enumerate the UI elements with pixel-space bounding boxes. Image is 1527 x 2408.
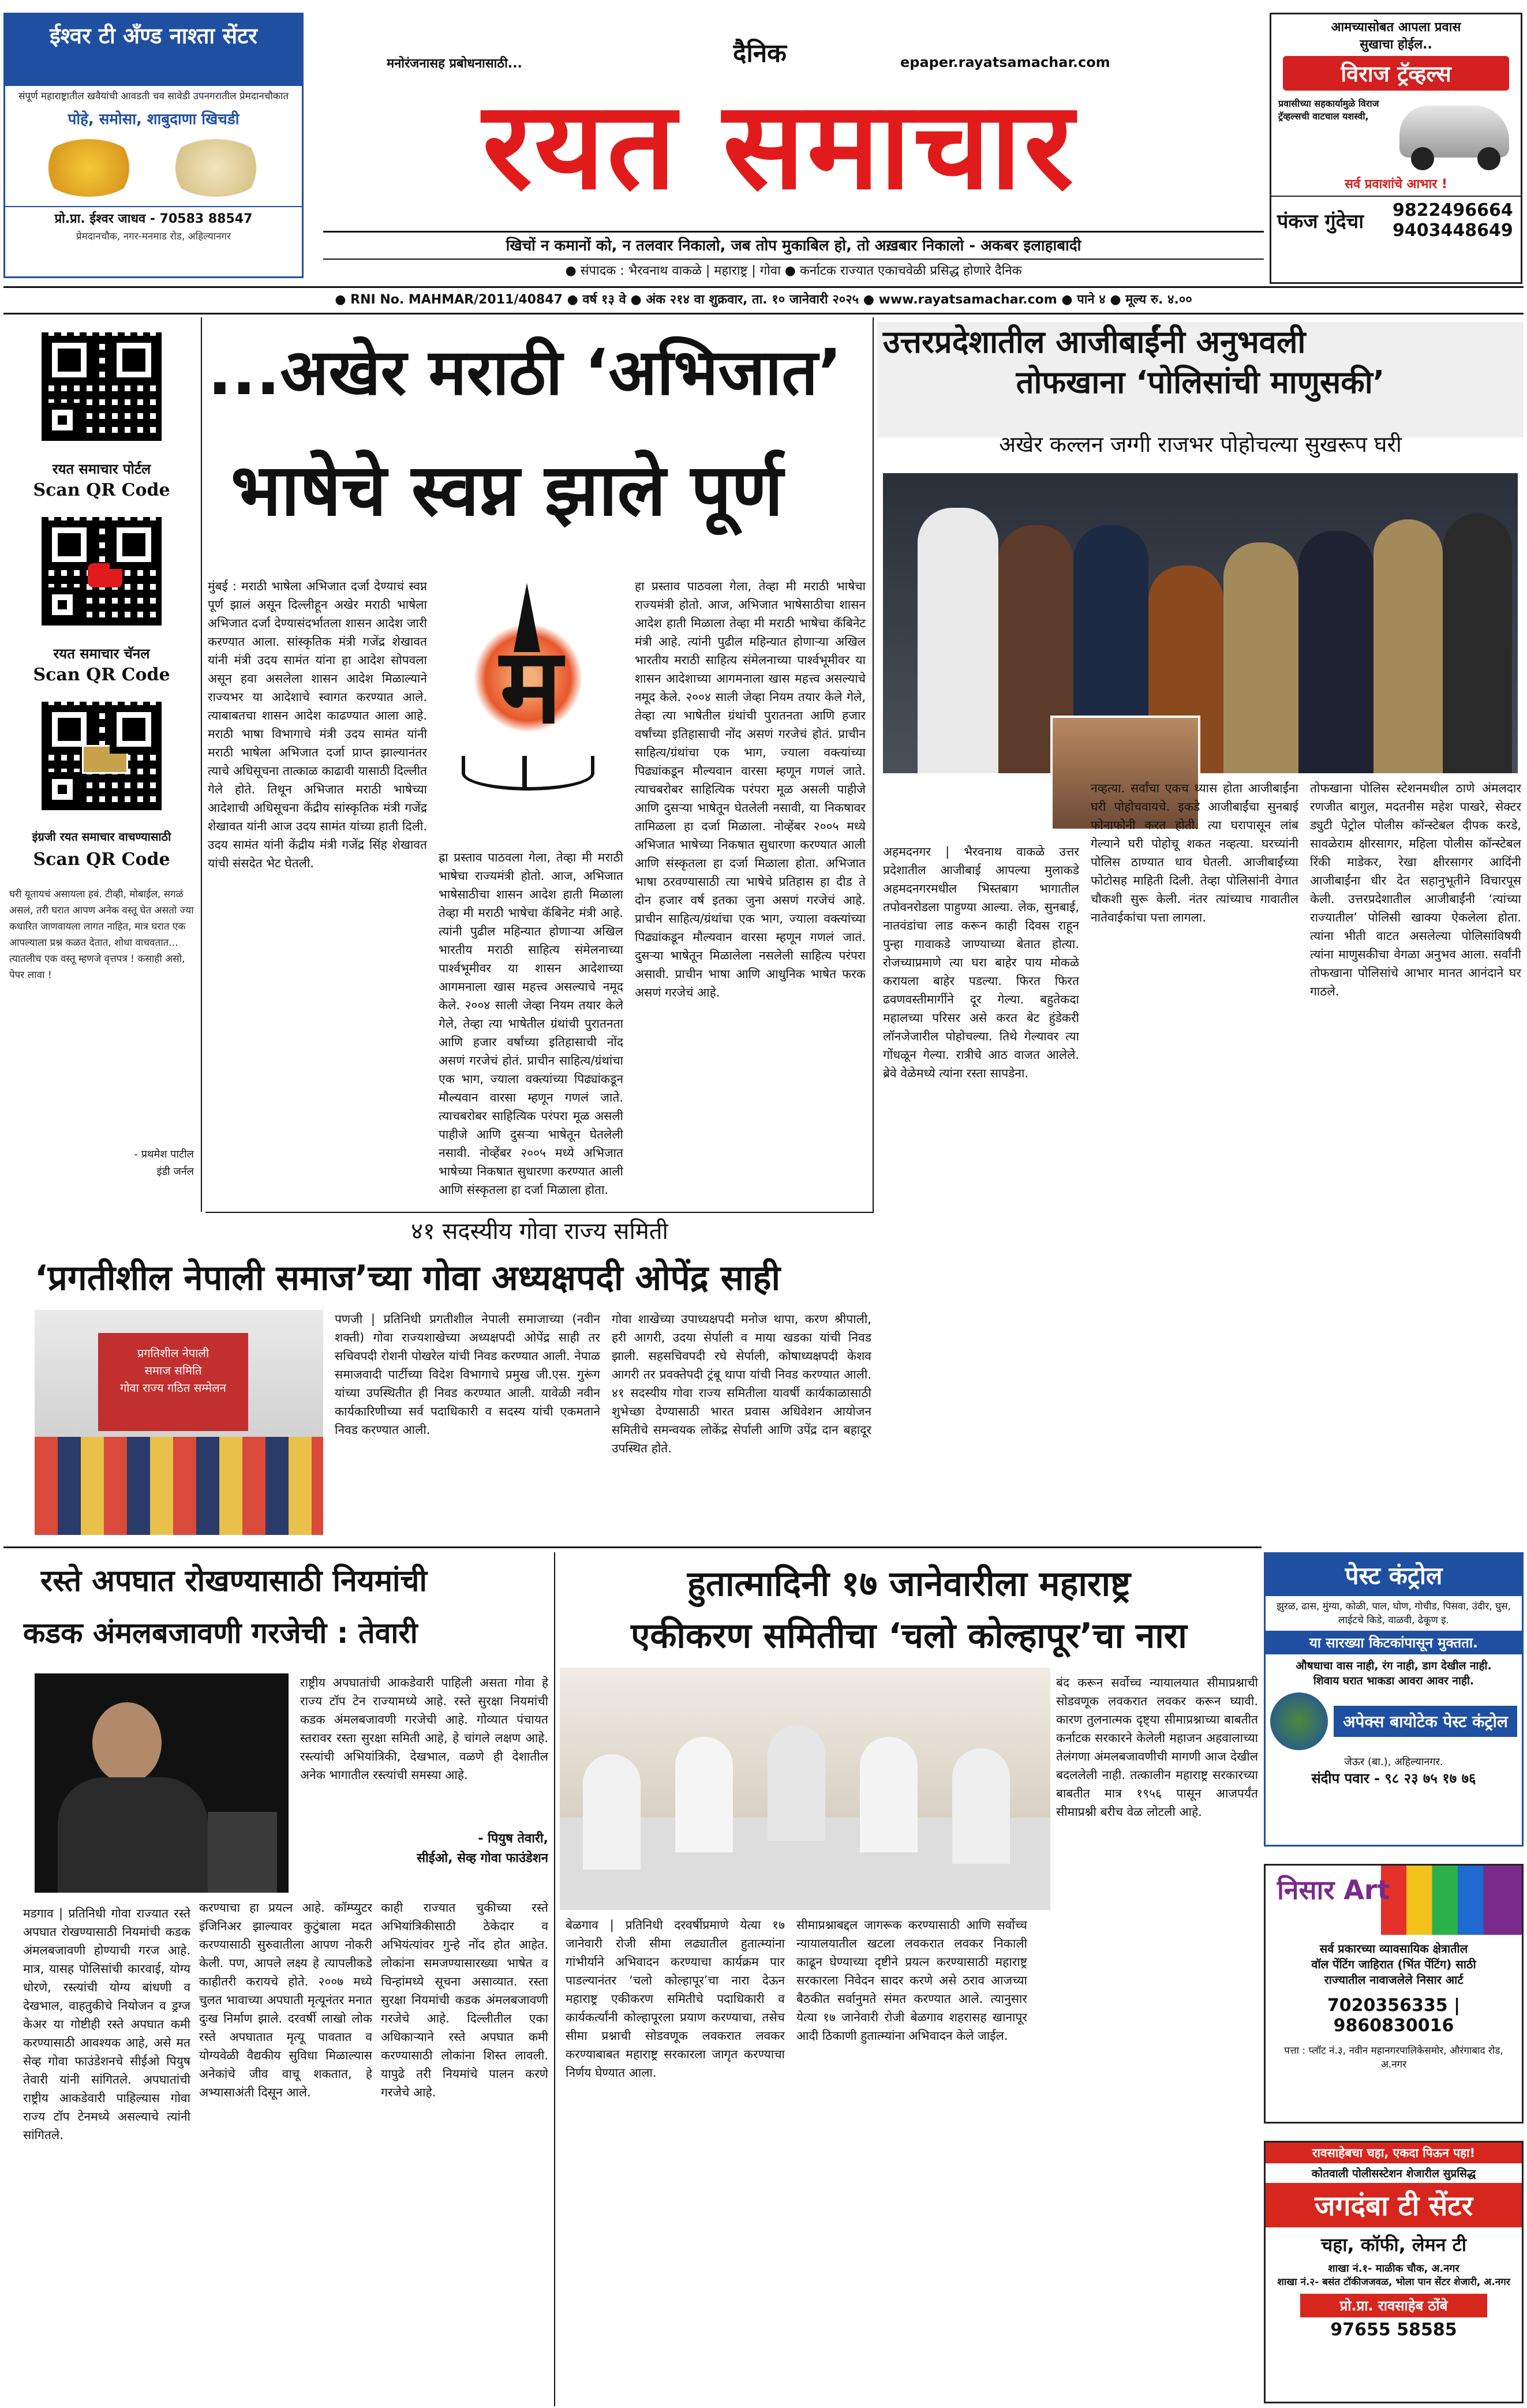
microphone-icon [208,1812,277,1893]
ad-viraj-name: पंकज गुंदेचा [1277,210,1364,233]
photo-banner [98,1333,248,1431]
masthead-issue-line: ● RNI No. MAHMAR/2011/40847 ● वर्ष १३ वे ● अंक २१४ वा शुक्रवार, ता. १० जानेवारी २०२५ ● www.rayatsamachar.com ● पाने ४ ● मूल्य रु. ४.०० [335,293,1192,307]
pest-brand: अपेक्स बायोटेक पेस्ट कंट्रोल [1334,1706,1517,1737]
car-image [1278,94,1514,175]
logo-letter: म [500,626,562,747]
road-headline-2: कडक अंमलबजावणी गरजेची : तेवारी [23,1616,418,1650]
ad-ishwar-items: पोहे, समोसा, शाबुदाणा खिचडी [68,111,239,128]
qr3-label: इंग्रजी रयत समाचार वाचण्यासाठी [32,830,171,844]
kolhapur-col-3: बंद करून सर्वोच्च न्यायालयात सीमाप्रश्नाची सोडवणूक लवकरात लवकर करून घ्यावी. कारण तुलनात्मक दृष्ट्या सीमाप्रश्नाच्या बाबतीत कर्नाटक सरकारने केलेली महाजन अहवालाच्या तेलंगणा अंमलबजावणीची मागणी आज देखील बदललेली नाही. तत्कालीन महाराष्ट्र सरकारच्या बाबतीत मात्र १९५६ पासून आजपर्यंत सीमाप्रश्नी बरीच वेळ लोटली आहे. [1056,1676,1258,1819]
ad-ishwar-title: ईश्वर टी अँण्ड नाश्ता सेंटर [5,14,302,86]
banner-line-3: गोवा राज्य गठित सम्मेलन [120,1381,226,1395]
ad-ishwar-contact: प्रो.प्रा. ईश्वर जाधव - 70583 88547 [5,206,302,229]
jagdamba-branch2: शाखा नं.२- बसंत टॉकीजजवळ, भोला पान सेंटर शेजारी, अ.नगर [1277,2276,1510,2288]
sidebar-poem-author: - प्रथमेश पाटील इंडी जर्नल [134,1148,194,1178]
goa-col-2: गोवा शाखेच्या उपाध्यक्षपदी मनोज थापा, करण श्रीपाली, हरी आगरी, उदया सेर्पाली व माया खडका यांची निवड झाली. सहसचिवपदी रघे सेर्पाली, कोषाध्यक्षपदी केशव आगरी तर प्रवक्तेपदी ट्रंबू थापा यांची निवड करण्यात आली. ४१ सदस्यीय गोवा राज्य समितीला यावर्षी कार्यकाळासाठी शुभेच्छा देण्यासाठी भारत प्रवास अधिवेशन आयोजन समितीचे समन्वयक लोकेंद्र सेर्पाली आणि उपेंद्र दान बहादूर उपस्थित होते. [612,1312,871,1455]
ad-viraj-note: सर्व प्रवाशांचे आभार ! [1271,175,1521,197]
lead-col-2: ह्रा प्रस्ताव पाठवला गेला, तेव्हा मी मराठी भाषेचा राज्यमंत्री होतो. आज, अभिजात भाषेसाठीचा शासन आदेश हाती मिळाला तेव्हा मी मराठी भाषेचा कॅबिनेट मंत्री आहे. त्यांनी पुढील महिन्यात होणाऱ्या अखिल भारतीय मराठी साहित्य संमेलनाच्या पार्श्वभूमीवर या शासन आदेशाच्या आगमनाला खास महत्त्व असल्याचे नमूद केले. २००४ साली जेव्हा नियम तयार केले गेले, तेव्हा त्या भाषेतील ग्रंथांची पुरातनता आणि हजार वर्षांच्या इतिहासाची नोंद असणं गरजेचं होतं. प्राचीन साहित्य/ग्रंथांचा एक भाग, ज्याला वक्त्यांच्या पिढ्यांकडून मौल्यवान वारसा म्हणून गणलं जाते. त्याचबरोबर साहित्यिक परंपरा मूळ असली पाहीजे आणि दुसऱ्या भाषेतून घेतलेली नसावी. नोव्हेंबर २००५ मध्ये अभिजात भाषेच्या निकषात सुधारणा करण्यात आली आणि संस्कृतला हा दर्जा मिळाला होता. [439,851,623,1197]
banner-line-1: प्रगतिशील नेपाली [137,1346,209,1360]
jagdamba-items: चहा, कॉफी, लेमन टी [1320,2234,1467,2256]
up-subhead: अखेर कल्लन जग्गी राजभर पोहोचल्या सुखरूप घरी [999,432,1402,457]
sidebar [3,317,200,1212]
masthead-quote: खिचों न कमानों को, न तलवार निकालो, जब तोप मुकाबिल हो, तो अख़बार निकालो - अकबर इलाहाबादी [506,237,1081,254]
pest-line1: औषधाचा वास नाही, रंग नाही, डाग देखील नाही. [1296,1660,1492,1672]
qr-code-channel[interactable] [38,514,165,629]
pest-tag: या सारख्या किटकांपासून मुक्तता. [1266,1631,1522,1654]
road-headline-1: रस्ते अपघात रोखण्यासाठी नियमांची [40,1564,427,1598]
masthead-title: रयत समाचार [482,75,1076,216]
qr2-label: रयत समाचार चॅनल [53,646,150,662]
ad-viraj-travels [1270,13,1522,284]
jagdamba-phone: 97655 58585 [1330,2320,1457,2340]
pest-place: जेऊर (बा.), अहिल्यानगर. [1344,1756,1443,1768]
jagdamba-top: रावसाहेबचा चहा, एकदा पिऊन पहा! [1266,2143,1522,2163]
masthead-dainik: दैनिक [733,39,787,68]
ad-nisar-art [1264,1864,1524,2124]
ad-viraj-desc: प्रवासीच्या सहकार्यामुळे विराज ट्रॅव्हल्सची वाटचाल यशस्वी, [1278,98,1379,122]
ad-viraj-line1: आमच्यासोबत आपला प्रवास [1331,20,1461,35]
nisar-brand: निसार Art [1266,1866,1522,1935]
up-headline-2: तोफखाना ‘पोलिसांची माणुसकी’ [1016,364,1385,400]
up-col-1: अहमदनगर | भैरवनाथ वाकळे उत्तर प्रदेशातील आजीबाई आपल्या मुलाकडे अहमदनगरमधील भिस्तबाग भागातील तपोवनरोडला पाहुण्या आल्या. लेक, सुनबाई, नातवंडांचा लाड करून काही दिवस राहून पुन्हा गावाकडे जाण्याच्या बेतात होत्या. रोजच्याप्रमाणे त्या घरा बाहेर पाय मोकळे करायला बाहेर पडल्या. फिरत फिरत ढवणवस्तीमार्गीने दूर गेल्या. बहुतेकदा महालच्या परिसर असे करत बेट हुंडेकरी लॉनजेजारील पोहोचल्या. तिथे गेल्यावर त्या गोंधळून गेल्या. रात्रीचे आठ वाजत आलेले. ब्रेवे वेळेमध्ये त्यांना रस्ता सापडेना. [883,845,1079,1080]
qr1-label: रयत समाचार पोर्टल [52,461,151,477]
nisar-line1: सर्व प्रकारच्या व्यावसायिक क्षेत्रातील [1319,1942,1468,1956]
goa-col-1: पणजी | प्रतिनिधी प्रगतीशील नेपाली समाजाच्या (नवीन शक्ती) गोवा राज्यशाखेच्या अध्यक्षपदी ओपेंद्र साही तर सचिवपदी रोशनी पोखरेल यांची निवड करण्यात आली. नेपाळ समाजवादी पार्टीच्या विदेश विभागाचे प्रमुख जी.एस. गुरूंग यांच्या उपस्थितीत ही निवड करण्यात आली. यावेळी नवीन कार्यकारिणीच्या सर्व पदाधिकारी व सदस्य यांची एकमताने निवड करण्यात आली. [335,1312,600,1437]
kolhapur-headline-2: एकीकरण समितीचा ‘चलो कोल्हापूर’चा नारा [631,1616,1187,1656]
nisar-phones: 7020356335 | 9860830016 [1327,1995,1461,2036]
police-group-photo [883,473,1518,773]
pest-contact: संदीप पवार - ९८ २३ ७५ १७ ७६ [1311,1770,1476,1787]
road-quote-by: - पियुष तेवारी, सीईओ, सेव्ह गोवा फाउंडेशन [417,1832,548,1866]
ad-viraj-phone2: 9403448649 [1393,220,1513,241]
qr-code-portal[interactable] [38,329,165,444]
jagdamba-branch1: शाखा नं.१- माळीक चौक, अ.नगर [1328,2263,1459,2275]
up-headline-1: उत्तरप्रदेशातील आजीबाईंनी अनुभवली [883,324,1306,360]
jagdamba-sub: कोतवाली पोलीसस्टेशन शेजारील सुप्रसिद्ध [1311,2167,1476,2180]
ad-ishwar-tea [3,13,304,278]
nisar-address: पत्ता : प्लॉट नं.३, नवीन महानगरपालिकेसमोर, औरंगाबाद रोड, अ.नगर [1284,2045,1503,2070]
masthead-epaper: epaper.rayatsamachar.com [900,54,1110,70]
nisar-line3: राज्यातील नावाजलेले निसार आर्ट [1324,1973,1464,1987]
bug-icon [1270,1692,1328,1750]
lead-headline-1: ...अखेर मराठी ‘अभिजात’ [208,335,842,409]
qr-code-english[interactable] [38,698,165,814]
speaker-photo [35,1673,289,1893]
kolhapur-headline-1: हुतात्मादिनी १७ जानेवारीला महाराष्ट्र [687,1564,1131,1604]
kolhapur-col-2: सीमाप्रश्नाबद्दल जागरूक करण्यासाठी आणि सर्वोच्च न्यायालयातील खटला लवकरात लवकर निकाली काढून घेण्याच्या दृष्टीने प्रयत्न करण्यासाठी महाराष्ट्र सरकारला निवेदन सादर करणे असे ठराव आजच्या बैठकीत सर्वानुमते संमत करण्यात आले. त्यानुसार येत्या १७ जानेवारी रोजी बेळगाव शहरासह खानापूर आदी ठिकाणी हुतात्म्यांना अभिवादन केले जाईल. [796,1918,1027,2043]
marathi-nib-logo [439,583,612,837]
lead-col-3: हा प्रस्ताव पाठवला गेला, तेव्हा मी मराठी भाषेचा राज्यमंत्री होतो. आज, अभिजात भाषेसाठीचा शासन आदेश हाती मिळाला तेव्हा मी मराठी भाषेचा कॅबिनेट मंत्री आहे. त्यांनी पुढील महिन्यात होणाऱ्या अखिल भारतीय मराठी साहित्य संमेलनाच्या पार्श्वभूमीवर या शासन आदेशाच्या आगमनाला खास महत्त्व असल्याचे नमूद केले. २००४ साली जेव्हा नियम तयार केले गेले, तेव्हा त्या भाषेतील ग्रंथांची पुरातनता आणि हजार वर्षांच्या इतिहासाची नोंद असणं गरजेचं होतं. प्राचीन साहित्य/ग्रंथांचा एक भाग, ज्याला वक्त्यांच्या पिढ्यांकडून मौल्यवान वारसा म्हणून गणलं जाते. त्याचबरोबर साहित्यिक परंपरा मूळ असली पाहीजे आणि दुसऱ्या भाषेतून घेतलेली नसावी, या निकषावर तामिळला हा दर्जा मिळाला. नोव्हेंबर २००५ मध्ये अभिजात भाषेच्या निकषात सुधारणा करण्यात आली आणि संस्कृतला हा दर्जा मिळाला होता. अभिजात भाषा ठरवण्यासाठी त्या भाषेचे प्रतिहास हा दीड ते दोन हजार वर्ष इतका जुना असणं गरजेचं आहे. प्राचीन साहित्य/ग्रंथांचा एक भाग, ज्याला वक्त्यांच्या पिढ्यांकडून मौल्यवान वारसा म्हणून गणलं जातं. दुसऱ्या भाषेतून मिळालेला नसलेली साहित्य परंपरा असावी. प्राचीन भाषा आणि आधुनिक भाषेत फरक असणं गरजेचं आहे. [635,579,866,999]
meeting-photo [560,1668,1050,1910]
ad-jagdamba-tea [1264,2141,1524,2403]
pest-desc: झुरळ, ढास, मुंग्या, कोळी, पाल, घोण, गोचीड, पिसवा, उंदीर, घुस, लाईटचे किडे, वाळवी, ढेकूण इ. [1276,1601,1511,1626]
kolhapur-col-1: बेळगाव | प्रतिनिधी दरवर्षीप्रमाणे येत्या १७ जानेवारी रोजी सीमा लढ्यातील हुतात्म्यांना गांभीर्याने अभिवादन करण्याचा कार्यक्रम पार पाडल्यानंतर ‘चलो कोल्हापूर’चा नारा देऊन महाराष्ट्र एकीकरण समितीचे पदाधिकारी व कार्यकर्त्यांनी कोल्हापूरला प्रयाण करण्याचा, तसेच सीमा प्रश्नाची सोडवणूक लवकरात लवकर करण्याबाबत महाराष्ट्र सरकारला जागृत करण्याचा निर्णय घेण्यात आला. [566,1918,785,2080]
pest-title: पेस्ट कंट्रोल [1266,1554,1522,1596]
road-lead-col: राष्ट्रीय अपघातांची आकडेवारी पाहिली असता गोवा हे राज्य टॉप टेन राज्यामध्ये आहे. रस्ते सुरक्षा नियमांची कडक अंमलबजावणी गरजेची आहे. गोव्यात पंचायत स्तरावर रस्ता सुरक्षा समिती आहे, हे चांगले लक्षण आहे. रस्त्यांची अभियांत्रिकी, देखभाल, वळणे ही देशातील अनेक भागातील रस्त्यांची समस्या आहे. [300,1676,548,1782]
youtube-icon [88,563,122,587]
road-col-3: काही राज्यात चुकीच्या रस्ते अभियांत्रिकीसाठी ठेकेदार व अभियंत्यांवर गुन्हे नोंद होत आहेत. लोकांना समजण्यासारख्या भाषेत व चिन्हांमध्ये सूचना असाव्यात. रस्ता सुरक्षा नियमांची कडक अंमलबजावणी गरजेचे आहे. दिल्लीतील एका अधिकाऱ्याने रस्ते अपघात कमी करण्यासाठी लोकांना शिस्त लावली. यापुढे तरी नियमांचे पालन करणे गरजेचे आहे. [381,1901,548,2099]
book-icon [462,756,594,791]
ad-viraj-brand: विराज ट्रॅव्हल्स [1283,56,1509,91]
goa-kicker: ४१ सदस्यीय गोवा राज्य समिती [411,1218,668,1245]
ad-pest-control [1264,1552,1524,1847]
goa-headline: ‘प्रगतीशील नेपाली समाज’च्या गोवा अध्यक्षपदी ओपेंद्र साही [35,1258,781,1298]
ad-ishwar-address: प्रेमदानचौक, नगर-मनमाड रोड, अहिल्यानगर [76,231,231,242]
pest-line2: शिवाय घरात भाकडा आवरा आवर नाही. [1313,1675,1474,1687]
ad-viraj-phone1: 9822496664 [1393,200,1513,220]
qr3-scan: Scan QR Code [33,849,170,870]
ad-ishwar-desc: संपूर्ण महाराष्ट्रातील खवैयांची आवडती चव सावेडी उपनगरातील प्रेमदानचौकात [18,91,289,102]
road-col-2: करण्याचा हा प्रयत्न आहे. कॉम्प्युटर इंजिनिअर झाल्यावर कुटुंबाला मदत करण्यासाठी सुरुवातीला आपण नोकरी केली. पण, आपले लक्ष्य हे त्यापलीकडे काहीतरी करायचे होते. २००७ मध्ये चुलत भावाच्या अपघाती मृत्यूनंतर मनात दुःख निर्माण झाले. दरवर्षी लाखो लोक रस्ते अपघातात मृत्यू पावतात व योग्यवेळी वैद्यकीय सुविधा मिळाल्यास अनेकांचे जीव वाचू शकतात, हे अभ्यासाअंती दिसून आले. [199,1901,372,2099]
qr1-scan: Scan QR Code [33,480,170,500]
up-headline-box [877,322,1524,437]
up-col-3: तोफखाना पोलिस स्टेशनमधील ठाणे अंमलदार रणजीत बागुल, मदतनीस महेश पाखरे, सेक्टर ड्युटी पेट्रोल पोलीस कॉन्स्टेबल दीपक करडे, सावळेराम क्षीरसागर, महिला पोलीस कॉन्स्टेबल रिंकी माडेकर, रेखा क्षीरसागर आदिंनी आजीबाईंना धीर देत सहानुभूतीने विचारपूस केली. उत्तरप्रदेशातील आजीबाईंनी ‘त्यांच्या राज्यातील’ पोलिसी खाक्या ऐकलेला होता. त्यांना भीती वाटत असलेल्या पोलिसांविषयी त्यांना माणुसकीचा वेगळा अनुभव आला. सर्वांनी तोफखाना पोलिसांचे आभार मानत आनंदाने घर गाठले. [1310,781,1521,998]
rayat-logo-icon [82,745,128,774]
sidebar-poem: घरी यूतायचं असायला हवं. टीव्ही, मोबाईल, सगळं असलं, तरी घरात आपण अनेक वस्तू घेत असतो ज्या कधारित जाणवायला लागत नाहित, मात्र घरात एक आपल्याला प्रश्न कळत देतात, शोधा वाचवतात... त्यातलीच एक वस्तू म्हणजे वृत्तपत्र ! कसाही असो, पेपर लावा ! [9,889,194,981]
banner-line-2: समाज समिति [144,1364,202,1377]
nisar-line2: वॉल पेंटिंग जाहिरात (भिंत पेंटिंग) साठी [1311,1957,1476,1971]
up-col-2: नव्हत्या. सर्वांचा एकच ध्यास होता आजीबाईंना घरी पोहोचवायचे. इकडे आजीबाईंचा सुनबाई फोनाफोनी करत होती. त्या घरापासून लांब गेल्याने घरी पोहोचू शकत नव्हत्या. घरच्यांनी पोलिस ठाण्यात धाव घेतली. आजीबाईंच्या फोटोसह माहिती दिली. तेव्हा पोलिसांनी वेगात चौकशी सुरू केली. नंतर त्यांच्याच गावातील नातेवाईकांचा पत्ता लागला. [1091,781,1298,924]
jagdamba-contact: प्रो.प्रा. रावसाहेब ठोंबे [1300,2294,1487,2317]
qr2-scan: Scan QR Code [33,665,170,685]
nepali-samaj-photo [35,1310,323,1535]
masthead-editor-line: ● संपादक : भैरवनाथ वाकळे | महाराष्ट्र | गोवा ● कर्नाटक राज्यात एकाचवेळी प्रसिद्ध होणारे दैनिक [565,264,1022,278]
masthead-tagline: मनोरंजनासह प्रबोधनासाठी... [387,57,522,71]
lead-col-1: मुंबई : मराठी भाषेला अभिजात दर्जा देण्याचं स्वप्न पूर्ण झालं असून दिल्लीहून अखेर मराठी भाषेला अभिजात दर्जा देण्यासंदर्भातला शासन आदेश जारी करण्यात आला. सांस्कृतिक मंत्री गजेंद्र शेखावत यांनी मंत्री उदय सामंत यांना हा आदेश सोपवला असून हवा असलेला शासन आदेश मिळाल्याने राज्यभर या आदेशाचे स्वागत करण्यात आले. त्याबाबतचा शासन आदेश काढण्यात आला आहे. मराठी भाषा विभागाचे मंत्री उदय सामंत यांनी मराठी भाषेला अभिजात दर्जा प्राप्त झाल्यानंतर त्याचे अधिसूचना तात्काळ काढावी यासाठी दिल्लीत गेले होते. तिथून अभिजात मराठी भाषेच्या आदेशाची अधिसूचना केंद्रीय सांस्कृतिक मंत्री गजेंद्र शेखावत यांनी आज उदय सामंत यांच्या हाती दिली. उदय सामंत यांनी केंद्रीय मंत्री गजेंद्र सिंह शेखावत यांची संसदेत भेट घेतली. [208,579,427,870]
jagdamba-brand: जगदंबा टी सेंटर [1266,2183,1522,2227]
road-col-1: मडगाव | प्रतिनिधी गोवा राज्यात रस्ते अपघात रोखण्यासाठी नियमांची कडक अंमलबजावणी होण्याची गरज आहे. मात्र, यासह पोलिसांची कारवाई, योग्य धोरणे, रस्त्यांची योग्य बांधणी व देखभाल, वाहतुकीचे नियोजन व ड्रग्ज केअर या गोष्टीही रस्ते अपघात कमी करण्यासाठी आवश्यक आहे, असे मत सेव्ह गोवा फाउंडेशनचे सीईओ पियुष तेवारी यांनी सांगितले. अपघातांची राष्ट्रीय आकडेवारी पाहिल्यास गोवा राज्य टॉप टेनमध्ये असल्याचे त्यांनी सांगितले. [23,1907,190,2142]
lead-headline-2: भाषेचे स्वप्न झाले पूर्ण [231,449,783,532]
ad-viraj-line2: सुखाचा होईल.. [1360,38,1432,52]
food-image [23,133,285,203]
